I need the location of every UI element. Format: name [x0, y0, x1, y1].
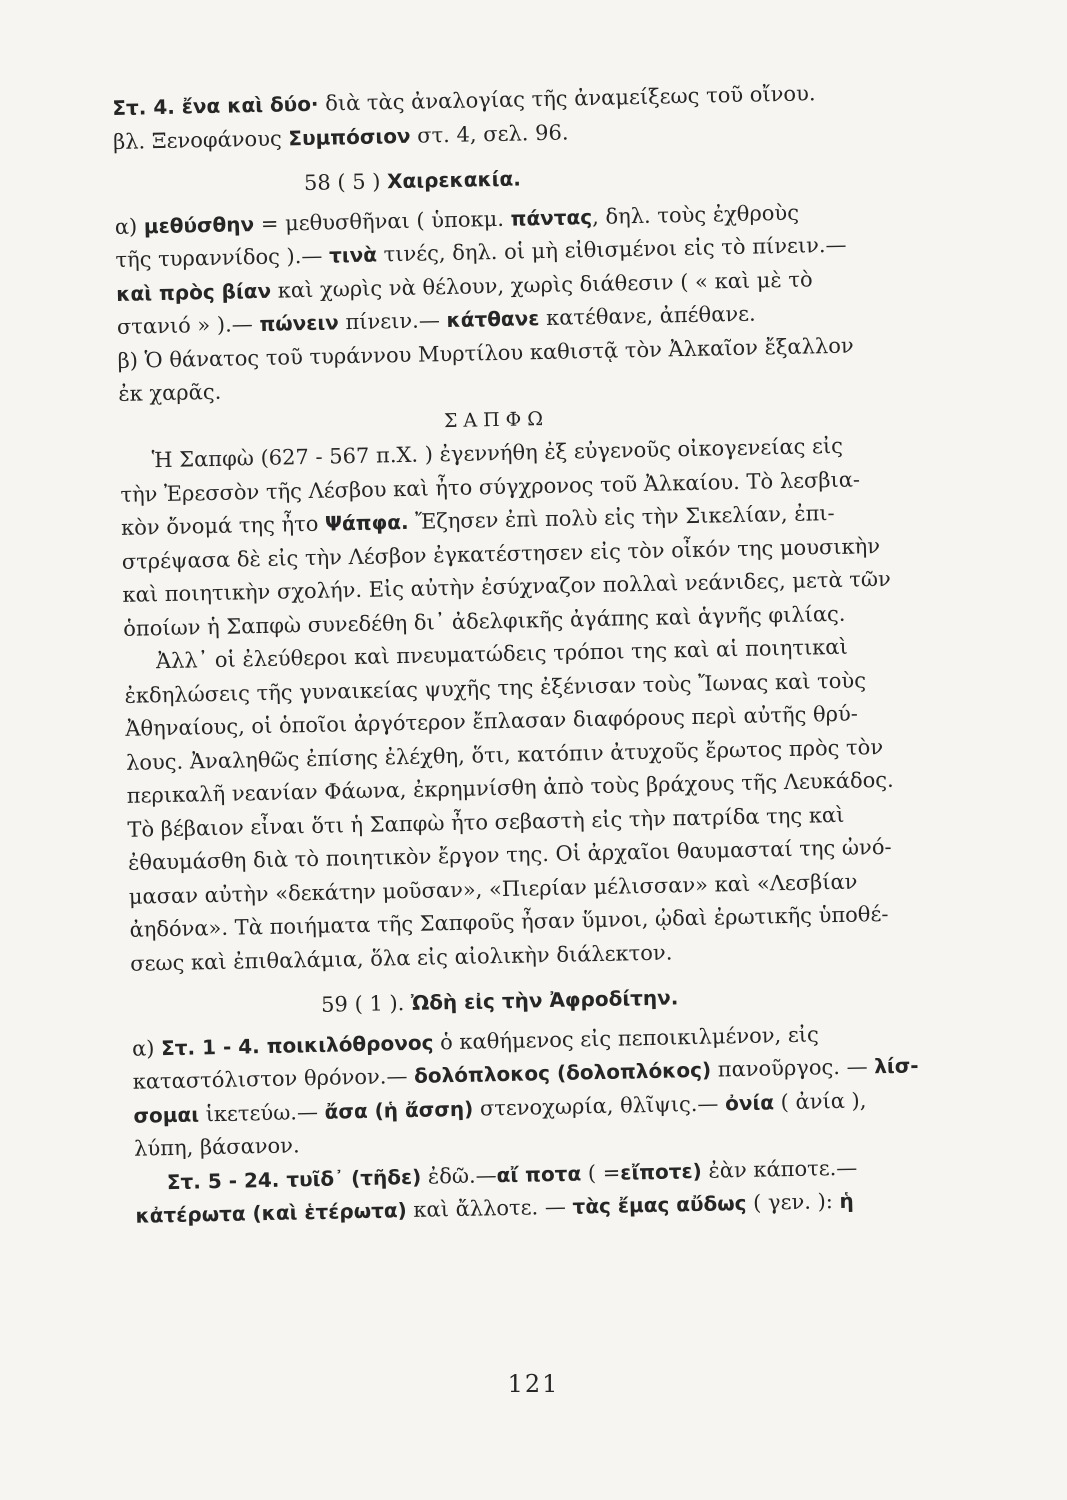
text-run: τὴν Ἐρεσσὸν τῆς Λέσβου καὶ ἦτο σύγχρονος τοῦ Ἀλκαίου. Τὸ λεσβια-	[120, 466, 861, 507]
text-run: ΣΑΠΦΩ	[443, 407, 550, 432]
text-run: α)	[114, 213, 145, 239]
text-run: ( =	[580, 1160, 621, 1185]
text-run: ἐδῶ.—	[420, 1162, 497, 1189]
text-run: καὶ ἄλλοτε. —	[406, 1194, 573, 1223]
text-run: καὶ ποιητικὴν σχολήν. Εἰς αὐτὴν ἐσύχναζον πολλαὶ νεάνιδες, μετὰ τῶν	[122, 566, 892, 607]
bold-term: Στ. 1 - 4. ποικιλόθρονος	[160, 1029, 434, 1060]
page-number: 121	[507, 1370, 560, 1398]
text-run: βλ. Ξενοφάνους	[112, 125, 289, 154]
text-run: ( γεν. ):	[746, 1189, 840, 1215]
bold-term: λίσ-	[873, 1053, 919, 1079]
text-run: ἐθαυμάσθη διὰ τὸ ποιητικὸν ἔργον της. Οἱ ἀρχαῖοι θαυμασταί της ὠνό-	[127, 834, 892, 875]
page-text	[112, 74, 981, 1233]
text-run: α)	[131, 1035, 162, 1061]
text-run: Ἀλλ᾽ οἱ ἐλεύθεροι καὶ πνευματώδεις τρόποι της καὶ αἱ ποιητικαὶ	[155, 634, 848, 674]
bold-term: κἀτέρωτα (καὶ ἑτέρωτα)	[135, 1198, 407, 1228]
text-run: 59 ( 1 ).	[320, 990, 412, 1017]
text-run: καὶ χωρὶς νὰ θέλουν, χωρὶς διάθεσιν ( « καὶ μὲ τὸ	[270, 266, 813, 303]
text-run: στ. 4, σελ. 96.	[410, 119, 569, 148]
bold-term: μεθύσθην	[143, 211, 255, 238]
bold-term: ἄσα (ἡ ἄσση)	[324, 1096, 474, 1124]
bold-term: σομαι	[133, 1101, 200, 1128]
text-run: κατέθανε, ἀπέθανε.	[539, 301, 756, 331]
text-run: λύπη, βάσανον.	[133, 1133, 300, 1161]
text-run: στενοχωρία, θλῖψις.—	[472, 1090, 726, 1121]
bold-term: Στ. 4. ἔνα καὶ δύο·	[112, 91, 319, 120]
bold-term: ἡ	[839, 1188, 854, 1214]
bold-term: Χαιρεκακία.	[386, 166, 522, 194]
bold-term: εἴποτε)	[620, 1158, 703, 1185]
bold-term: κάτθανε	[446, 306, 540, 333]
bold-term: Ψάπφα.	[324, 509, 409, 536]
bold-term: πώνειν	[259, 310, 340, 336]
bold-term: δολόπλοκος (δολοπλόκος)	[413, 1057, 712, 1088]
text-run: μασαν αὐτὴν «δεκάτην μοῦσαν», «Πιερίαν μέλισσαν» καὶ «Λεσβίαν	[128, 869, 858, 909]
text-run: περικαλῆ νεανίαν Φάωνα, ἐκρημνίσθη ἀπὸ τοὺς βράχους τῆς Λευκάδος.	[126, 767, 894, 808]
bold-term: πάντας	[510, 204, 593, 231]
text-run: πίνειν.—	[338, 308, 447, 335]
text-run: ἱκετεύω.—	[198, 1099, 325, 1126]
text-run: ἐκ χαρᾶς.	[118, 379, 222, 406]
text-run: ὁποίων ἡ Σαπφὼ συνεδέθη δι᾽ ἀδελφικῆς ἀγάπης καὶ ἁγνῆς φιλίας.	[122, 601, 846, 641]
text-run: ἀηδόνα». Τὰ ποιήματα τῆς Σαπφοῦς ἦσαν ὕμνοι, ᾠδαὶ ἐρωτικῆς ὑποθέ-	[129, 901, 889, 942]
text-run: καταστόλιστον θρόνον.—	[132, 1063, 415, 1094]
bold-term: καὶ πρὸς βίαν	[115, 278, 272, 306]
text-run: ἐκδηλώσεις τῆς γυναικείας ψυχῆς της ἐξένισαν τοὺς Ἴωνας καὶ τοὺς	[124, 667, 867, 708]
text-run: = μεθυσθῆναι ( ὑποκμ.	[253, 206, 511, 236]
text-run: 58 ( 5 )	[303, 169, 388, 195]
text-run: ( ἀνία ),	[773, 1087, 867, 1114]
text-run: Ἔζησεν ἐπὶ πολὺ εἰς τὴν Σικελίαν, ἐπι-	[408, 500, 835, 534]
bold-term: Ὠδὴ εἰς τὴν Ἀφροδίτην.	[410, 985, 679, 1015]
text-run: Ἡ Σαπφὼ (627 - 567 π.Χ. ) ἐγεννήθη ἐξ εὐγενοῦς οἰκογενείας εἰς	[151, 433, 844, 473]
text-run: τινές, δηλ. οἱ μὴ εἰθισμένοι εἰς τὸ πίνειν.—	[376, 232, 847, 267]
text-run: Τὸ βέβαιον εἶναι ὅτι ἡ Σαπφὼ ἦτο σεβαστὴ εἰς τὴν πατρίδα της καὶ	[127, 802, 845, 842]
text-run: ὁ καθήμενος εἰς πεποικιλμένον, εἰς	[433, 1021, 819, 1054]
text-run: πανοῦργος. —	[710, 1054, 875, 1082]
bold-term: Στ. 5 - 24. τυῖδ᾽ (τῆδε)	[166, 1164, 422, 1194]
bold-term: ὀνία	[724, 1089, 775, 1115]
text-run: κὸν ὄνομά της ἦτο	[120, 511, 326, 540]
text-run: διὰ τὰς ἀναλογίας τῆς ἀναμείξεως τοῦ οἴνου.	[318, 81, 816, 116]
text-run: Ἀθηναίους, οἱ ὁποῖοι ἀργότερον ἔπλασαν διαφόρους περὶ αὐτῆς θρύ-	[125, 701, 859, 741]
text-run: σεως καὶ ἐπιθαλάμια, ὅλα εἰς αἰολικὴν διάλεκτον.	[130, 939, 673, 976]
text-run: στανιό » ).—	[116, 311, 260, 339]
text-run: , δηλ. τοὺς ἐχθροὺς	[591, 200, 800, 229]
text-run: ἐὰν κάποτε.—	[701, 1155, 858, 1183]
text-run: λους. Ἀναληθῶς ἐπίσης ἐλέχθη, ὅτι, κατόπιν ἀτυχοῦς ἔρωτος πρὸς τὸν	[125, 734, 884, 775]
text-run: β) Ὁ θάνατος τοῦ τυράννου Μυρτίλου καθιστᾷ τὸν Ἀλκαῖον ἔξαλλον	[117, 333, 854, 373]
bold-term: τὰς ἔμας αὔδως	[572, 1190, 747, 1219]
bold-term: τινὰ	[328, 242, 378, 268]
text-run: στρέψασα δὲ εἰς τὴν Λέσβον ἐγκατέστησεν εἰς τὸν οἶκόν της μουσικὴν	[121, 533, 881, 574]
text-run: τῆς τυραννίδος ).—	[115, 243, 330, 272]
bold-term: Συμπόσιον	[288, 123, 411, 150]
bold-term: αἴ ποτα	[496, 1160, 582, 1187]
